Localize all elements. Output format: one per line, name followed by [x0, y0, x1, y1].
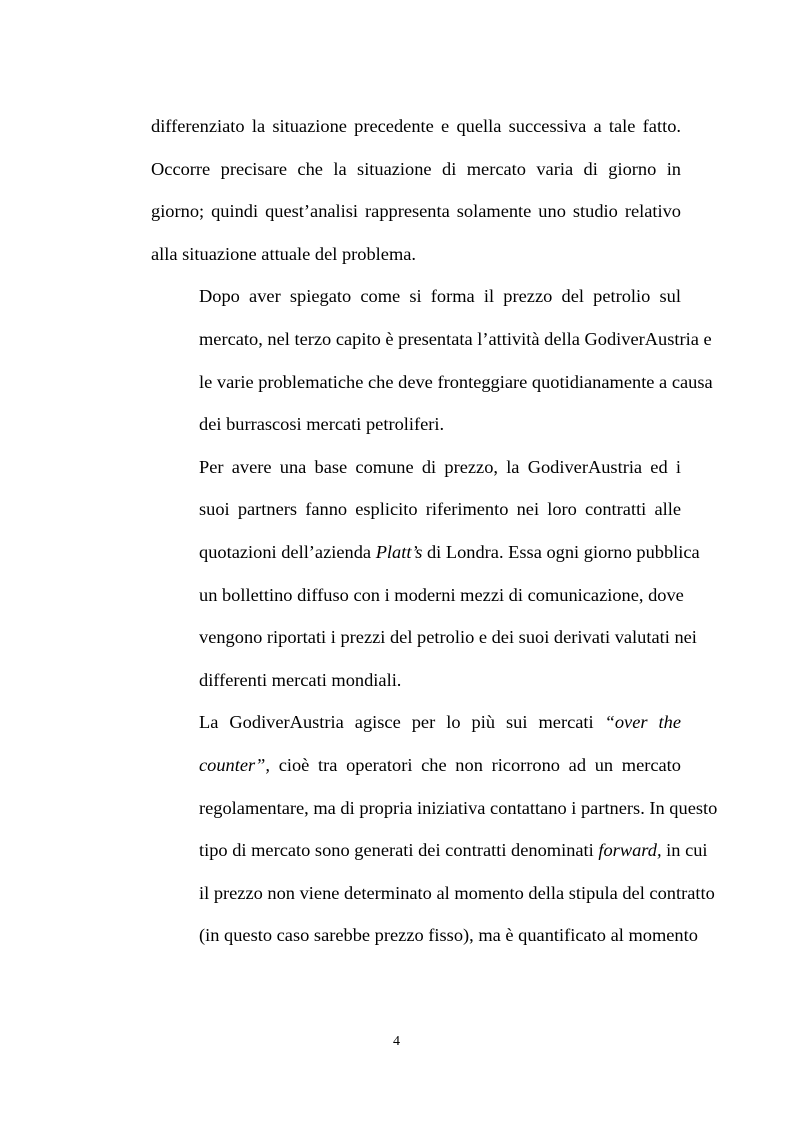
text-run: Per avere una base comune di prezzo, la GodiverAustria ed i	[199, 456, 681, 477]
text-line	[151, 914, 698, 957]
italic-text: counter”,	[199, 754, 271, 775]
text-run: di Londra. Essa ogni giorno pubblica	[422, 541, 700, 562]
text-line	[151, 616, 697, 659]
text-line	[151, 275, 681, 318]
text-line	[151, 701, 681, 744]
text-run: cioè tra operatori che non ricorrono ad un mercato	[270, 754, 681, 775]
text-line	[151, 872, 715, 915]
text-line	[151, 574, 684, 617]
text-line	[151, 361, 713, 404]
text-run: La GodiverAustria agisce per lo più sui mercati	[199, 712, 605, 733]
text-line	[151, 744, 681, 787]
text-run: tipo di mercato sono generati dei contratti denominati	[199, 840, 599, 861]
text-line	[151, 318, 712, 361]
text-run: un bollettino diffuso con i moderni mezzi di comunicazione, dove	[199, 584, 684, 605]
text-run: differenziato la situazione precedente e quella successiva a tale fatto.	[151, 116, 681, 136]
text-run: mercato, nel terzo capito è presentata l’attività della GodiverAustria e	[199, 328, 712, 349]
paragraph	[151, 275, 713, 445]
italic-text: Platt’s	[375, 541, 423, 562]
text-run: suoi partners fanno esplicito riferimento nei loro contratti alle	[199, 499, 681, 520]
text-run: differenti mercati mondiali.	[199, 669, 402, 690]
page-number: 4	[393, 1034, 400, 1049]
text-line	[151, 105, 681, 148]
text-run: giorno; quindi quest’analisi rappresenta solamente uno studio relativo	[151, 201, 681, 222]
text-run: vengono riportati i prezzi del petrolio e dei suoi derivati valutati nei	[199, 627, 697, 648]
text-run: il prezzo non viene determinato al momento della stipula del contratto	[199, 882, 715, 903]
text-line	[151, 190, 681, 233]
text-line	[151, 829, 708, 872]
text-line	[151, 148, 681, 191]
text-run: le varie problematiche che deve fronteggiare quotidianamente a causa	[199, 371, 713, 392]
text-line	[151, 446, 681, 489]
text-line	[151, 659, 681, 702]
text-line	[151, 233, 681, 276]
body-text	[151, 105, 718, 957]
text-run: alla situazione attuale del problema.	[151, 243, 417, 264]
text-run: dei burrascosi mercati petroliferi.	[199, 414, 445, 435]
text-line	[151, 531, 700, 574]
paragraph	[151, 446, 700, 702]
italic-text: “over the	[604, 712, 681, 733]
text-run: regolamentare, ma di propria iniziativa contattano i partners. In questo	[199, 797, 718, 818]
paragraph	[151, 105, 681, 275]
text-line	[151, 488, 681, 531]
text-run: Occorre precisare che la situazione di mercato varia di giorno in	[151, 158, 681, 179]
text-run: quotazioni dell’azienda	[199, 541, 376, 562]
text-line	[151, 403, 681, 446]
paragraph	[151, 701, 718, 957]
text-run: Dopo aver spiegato come si forma il prezzo del petrolio sul	[199, 286, 681, 307]
text-run: in cui	[661, 840, 708, 861]
text-line	[151, 787, 718, 830]
italic-text: forward,	[598, 840, 662, 861]
text-run: (in questo caso sarebbe prezzo fisso), ma è quantificato al momento	[199, 925, 698, 946]
